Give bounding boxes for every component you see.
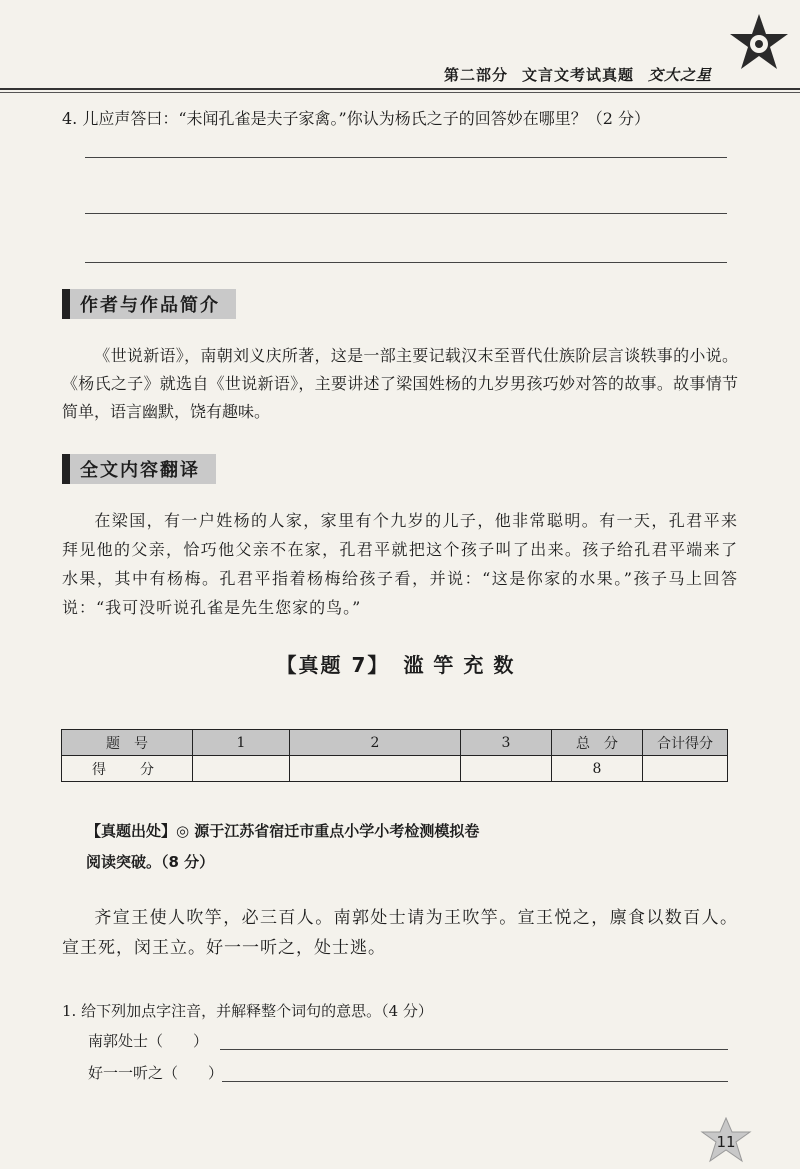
section-title: 作者与作品简介	[80, 295, 220, 316]
question-1: 1. 给下列加点字注音，并解释整个词句的意思。（4 分）	[62, 1002, 433, 1020]
answer-line[interactable]	[85, 157, 727, 158]
translation-paragraph	[62, 506, 738, 622]
header-cell: 1	[193, 730, 290, 756]
header-section: 文言文考试真题	[521, 66, 634, 84]
header-cell: 2	[290, 730, 461, 756]
running-header	[444, 64, 712, 85]
exam-source: 【真题出处】◎ 源于江苏省宿迁市重点小学小考检测模拟卷	[86, 822, 480, 840]
score-table-row	[62, 756, 728, 782]
header-cell: 题 号	[62, 730, 193, 756]
question-4: 4. 儿应声答曰：“未闻孔雀是夫子家禽。”你认为杨氏之子的回答妙在哪里？（2 分）	[62, 109, 650, 128]
score-cell[interactable]	[461, 756, 552, 782]
passage-text: 齐宣王使人吹竽，必三百人。南郭处士请为王吹竽。宣王悦之，廪食以数百人。宣王死，闵王立。好一一听之，处士逃。	[62, 908, 738, 958]
header-brand: 交大之星	[647, 66, 712, 84]
answer-line[interactable]	[85, 213, 727, 214]
page-number-badge	[700, 1117, 752, 1163]
header-rule	[0, 88, 800, 90]
header-rule-thin	[0, 92, 800, 93]
author-paragraph	[62, 342, 738, 426]
score-table-header-row	[62, 730, 728, 756]
section-marker	[62, 454, 70, 484]
section-author	[62, 289, 236, 319]
header-part: 第二部分	[443, 66, 508, 84]
translation-text: 在梁国，有一户姓杨的人家，家里有个九岁的儿子，他非常聪明。有一天，孔君平来拜见他的父亲，恰巧他父亲不在家，孔君平就把这个孩子叫了出来。孩子给孔君平端来了水果，其中有杨梅。孔君平指着杨梅给孩子看，并说：“这是你家的水果。”孩子马上回答说：“我可没听说孔雀是先生您家的鸟。”	[62, 511, 738, 617]
author-text: 《世说新语》，南朝刘义庆所著，这是一部主要记载汉末至晋代仕族阶层言谈轶事的小说。《杨氏之子》就选自《世说新语》，主要讲述了梁国姓杨的九岁男孩巧妙对答的故事。故事情节简单，语言幽默，饶有趣味。	[62, 346, 738, 421]
section-title: 全文内容翻译	[80, 460, 200, 481]
classical-passage	[62, 903, 738, 963]
exam-title	[0, 649, 800, 678]
star-logo-icon	[728, 12, 790, 72]
page-number: 11	[716, 1133, 736, 1151]
fill-item-2: 好一一听之（ ）	[88, 1064, 224, 1082]
header-cell: 合计得分	[643, 730, 728, 756]
section-marker	[62, 289, 70, 319]
answer-line[interactable]	[85, 262, 727, 263]
fill-item-1: 南郭处士（ ）	[88, 1032, 209, 1050]
score-cell[interactable]	[290, 756, 461, 782]
header-cell: 3	[461, 730, 552, 756]
sum-cell[interactable]	[643, 756, 728, 782]
answer-line[interactable]	[220, 1049, 728, 1050]
exam-name: 滥竽充数	[403, 653, 524, 677]
row-label: 得 分	[62, 756, 193, 782]
score-table	[61, 729, 728, 782]
total-cell: 8	[552, 756, 643, 782]
header-cell: 总 分	[552, 730, 643, 756]
score-cell[interactable]	[193, 756, 290, 782]
reading-instruction: 阅读突破。（8 分）	[86, 853, 215, 871]
page-header	[0, 0, 800, 90]
section-translation	[62, 454, 216, 484]
answer-line[interactable]	[222, 1081, 728, 1082]
exam-label: 【真题 7】	[276, 653, 390, 677]
